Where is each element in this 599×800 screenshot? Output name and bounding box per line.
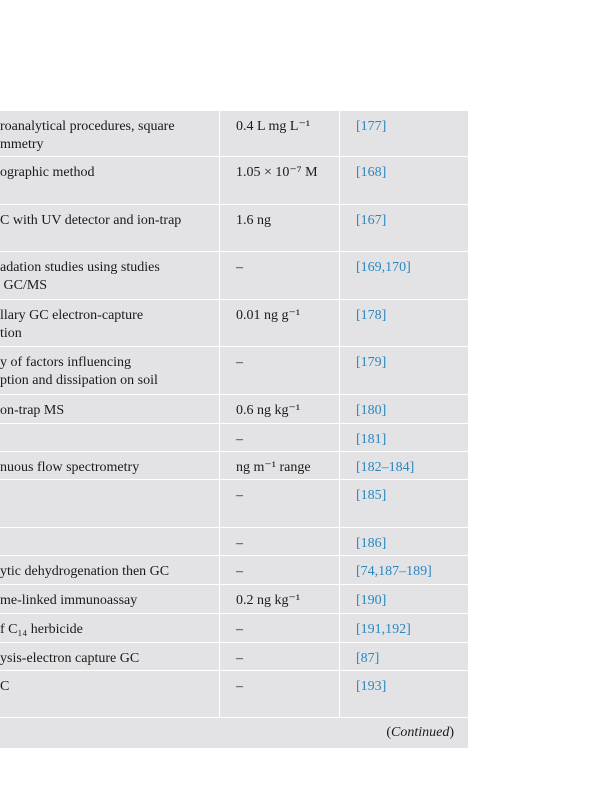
table-row: [0, 111, 468, 157]
reference-link[interactable]: [191,192]: [356, 622, 411, 637]
reference-link[interactable]: [180]: [356, 403, 387, 418]
table-row: [0, 452, 468, 480]
detection-limit-cell: 1.05 × 10⁻⁷ M: [220, 157, 340, 204]
table-row: [0, 205, 468, 252]
continued-label: (Continued): [386, 725, 454, 740]
reference-link[interactable]: [87]: [356, 651, 380, 666]
detection-limit-cell: –: [220, 614, 340, 642]
reference-link[interactable]: [178]: [356, 308, 387, 323]
detection-limit-cell: 0.01 ng g⁻¹: [220, 300, 340, 346]
reference-link[interactable]: [177]: [356, 119, 387, 134]
reference-link[interactable]: [186]: [356, 536, 387, 551]
method-cell: llary GC electron-capture tion: [0, 300, 220, 346]
table-row: [0, 347, 468, 395]
detection-limit-cell: –: [220, 347, 340, 394]
detection-limit-cell: ng m⁻¹ range: [220, 452, 340, 479]
reference-link[interactable]: [169,170]: [356, 260, 411, 275]
reference-link[interactable]: [168]: [356, 165, 387, 180]
method-cell: C with UV detector and ion-trap: [0, 205, 220, 251]
data-table: [0, 111, 468, 748]
table-row: [0, 614, 468, 643]
method-cell: adation studies using studies GC/MS: [0, 252, 220, 299]
table-row: [0, 671, 468, 718]
method-cell: ographic method: [0, 157, 220, 204]
reference-link[interactable]: [74,187–189]: [356, 564, 432, 579]
detection-limit-cell: 0.2 ng kg⁻¹: [220, 585, 340, 613]
detection-limit-cell: –: [220, 528, 340, 555]
detection-limit-cell: 0.6 ng kg⁻¹: [220, 395, 340, 423]
reference-link[interactable]: [185]: [356, 488, 387, 503]
method-cell: [0, 424, 220, 451]
continued-note: [0, 718, 468, 748]
reference-link[interactable]: [167]: [356, 213, 387, 228]
reference-link[interactable]: [179]: [356, 355, 387, 370]
method-cell: [0, 480, 220, 527]
detection-limit-cell: –: [220, 671, 340, 717]
method-cell: C: [0, 671, 220, 717]
method-cell: nuous flow spectrometry: [0, 452, 220, 479]
method-cell: ysis-electron capture GC: [0, 643, 220, 670]
detection-limit-cell: –: [220, 252, 340, 299]
method-cell: [0, 528, 220, 555]
table-row: [0, 556, 468, 585]
table-row: [0, 157, 468, 205]
method-cell: me-linked immunoassay: [0, 585, 220, 613]
reference-link[interactable]: [193]: [356, 679, 387, 694]
detection-limit-cell: –: [220, 556, 340, 584]
detection-limit-cell: 1.6 ng: [220, 205, 340, 251]
method-cell: f C₁₄ herbicide: [0, 614, 220, 642]
detection-limit-cell: –: [220, 424, 340, 451]
method-cell: ytic dehydrogenation then GC: [0, 556, 220, 584]
detection-limit-cell: 0.4 L mg L⁻¹: [220, 111, 340, 156]
reference-link[interactable]: [181]: [356, 432, 387, 447]
reference-link[interactable]: [182–184]: [356, 460, 415, 475]
table-body: [0, 111, 468, 718]
table-row: [0, 395, 468, 424]
method-cell: y of factors influencing ption and dissipation on soil: [0, 347, 220, 394]
table-row: [0, 643, 468, 671]
detection-limit-cell: –: [220, 643, 340, 670]
method-cell: on-trap MS: [0, 395, 220, 423]
table-row: [0, 480, 468, 528]
table-row: [0, 300, 468, 347]
table-row: [0, 252, 468, 300]
detection-limit-cell: –: [220, 480, 340, 527]
reference-link[interactable]: [190]: [356, 593, 387, 608]
table-row: [0, 585, 468, 614]
table-row: [0, 424, 468, 452]
table-row: [0, 528, 468, 556]
method-cell: roanalytical procedures, square mmetry: [0, 111, 220, 156]
